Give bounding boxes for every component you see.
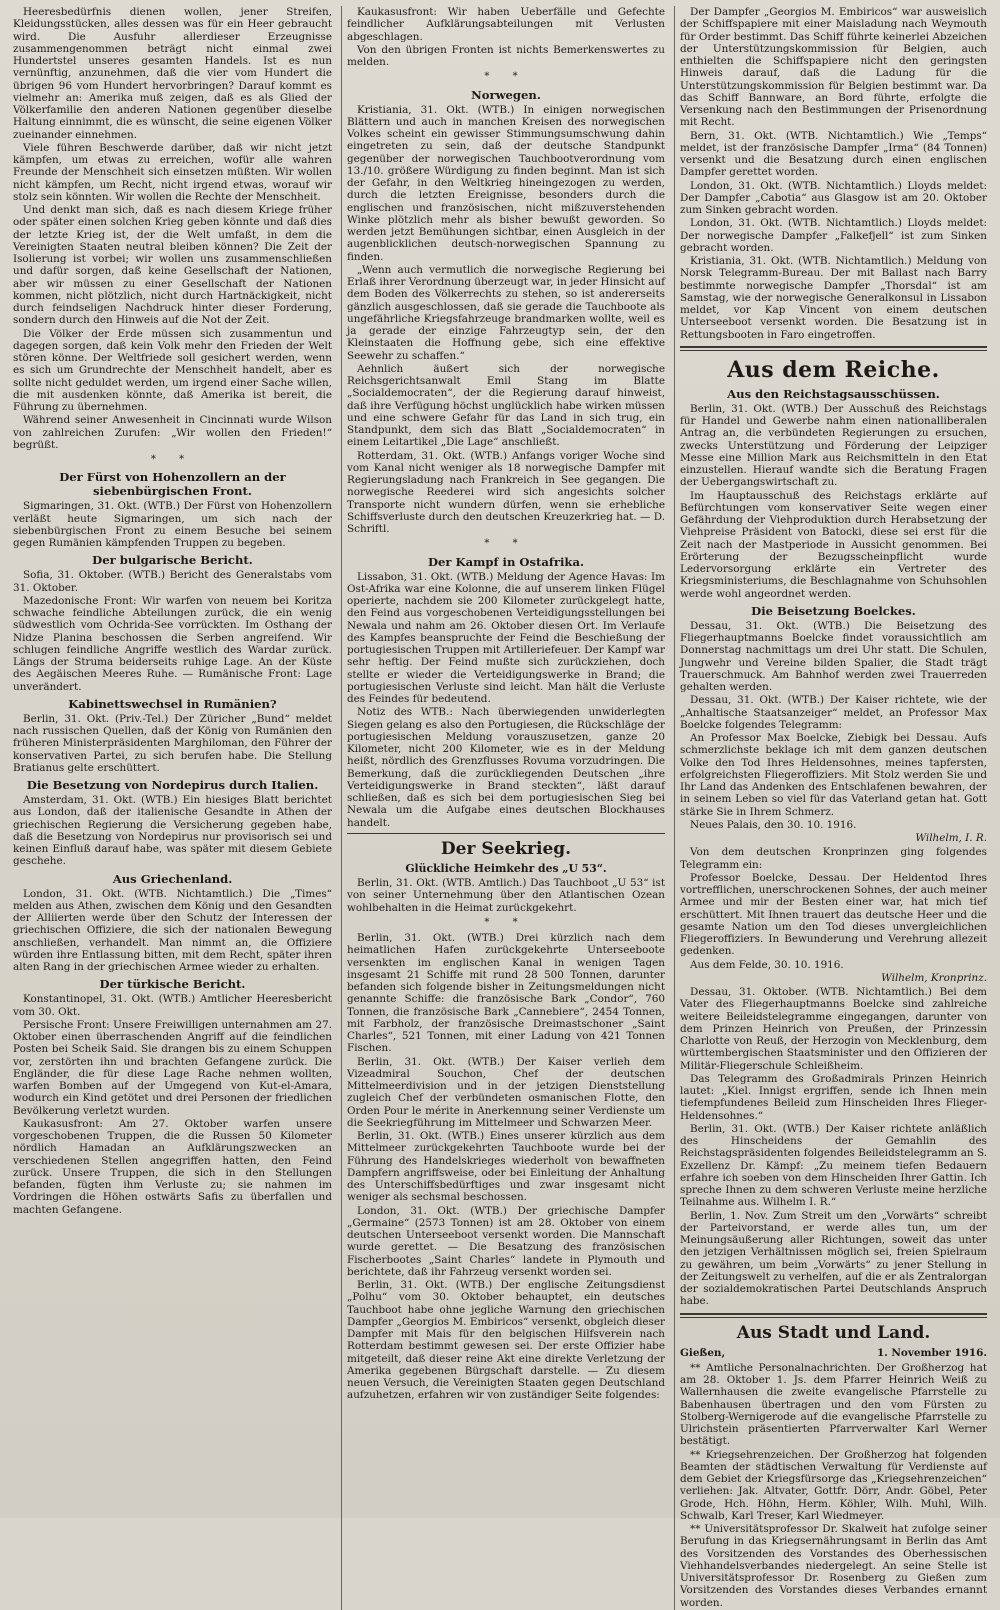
article-paragraph: Aehnlich äußert sich der norwegische Reichsgerichtsanwalt Emil Stang im Blatte „Socialdemocraten“, der die Regierung darauf hinweist, daß ihre Verfügung höchst unglücklich habe wirken müssen und eine schwere Gefahr für das Land in sich trug, ein Standpunkt, dem sich das Blatt „Socialdemocraten“ in einem Leitartikel „Die Lage“ anschließt. — [347, 362, 665, 449]
article-paragraph: Sofia, 31. Oktober. (WTB.) Bericht des Generalstabs vom 31. Oktober. — [13, 569, 332, 594]
headline-city-and-country: Aus Stadt und Land. — [736, 1322, 931, 1343]
telegram-place-date: Aus dem Felde, 30. 10. 1916. — [690, 958, 844, 971]
telegram-text: An Professor Max Boelcke, Ziebigk bei Dessau. Aufs schmerzlichste beklage ich mit dem ganzen deutschen Volke den Tod Ihres Heldensohnes, meines tapfersten, erfolgreichsten Fliegeroffiziers. Mit Stolz werden Sie und Ihr Land das Andenken des Entschlafenen bewahren, der in seinem Leben so viel für das Vaterland getan hat. Gott stärke Sie in Ihrem Schmerz. — [680, 732, 987, 818]
article-paragraph: Rotterdam, 31. Okt. (WTB.) Anfangs voriger Woche sind vom Kanal nicht weniger als 18 norwegische Dampfer mit Regierungsladung nach Frankreich in See gegangen. Die norwegische Reederei wird sich angesichts solcher Transporte nicht wundern dürfen, wenn sie erhebliche Schiffsverluste durch den deutschen Kreuzerkrieg hat. — D. Schriftl. — [347, 449, 665, 535]
section-rule — [347, 833, 665, 834]
headline-boelcke-funeral: Die Beisetzung Boelckes. — [751, 603, 916, 618]
article-paragraph: Berlin, 31. Okt. (WTB.) Eines unserer kürzlich aus dem Mittelmeer zurückgekehrten Tauchboote wurde bei der Führung des Handelskrieges wiederholt von bewaffneten Dampfern angriffsweise, oder bei Einleitung der Anhaltung des Unterschiffsbedürftiges und zwar insgesamt nicht weniger als sechsmal beschossen. — [347, 1130, 665, 1204]
headline-east-africa: Der Kampf in Ostafrika. — [427, 554, 584, 569]
article-paragraph: Berlin, 31. Okt. (WTB.) Der Kaiser richtete anläßlich des Hinscheidens der Gemahlin des Reichstagspräsidenten folgendes Beileidstelegramm an S. Exzellenz Dr. Kämpf: „Zu meinem tiefen Bedauern erfahre ich soeben von dem Hinscheiden Ihrer Gattin. Ich spreche Ihnen zu dem schweren Verluste meine herzliche Teilnahme aus. Wilhelm I. R.“ — [680, 1122, 987, 1209]
column-right — [674, 6, 992, 1610]
article-paragraph: Die Völker der Erde müssen sich zusammentun und dagegen sorgen, daß kein Volk mehr den Frieden der Welt stören könne. Der Weltfriede soll gesichert werden, wenn es sich um Grundrechte der Menschheit handelt, aber es sollte nicht geduldet werden, um irgend einer Sache willen, die mit ausdenken könnte, daß Amerika ist bereit, die Führung zu übernehmen. — [13, 327, 332, 413]
article-paragraph: Kristiania, 31. Okt. (WTB.) In einigen norwegischen Blättern und auch in manchen Kreisen des norwegischen Volkes scheint ein gewisser Stimmungsumschwung dahin eingetreten zu sein, daß der deutsche Standpunkt gegenüber der norwegischen Tauchbootverordnung vom 13./10. größere Würdigung zu finden beginnt. Man ist sich der Gefahr, in den Weltkrieg hineingezogen zu werden, durch die letzten Ereignisse, besonders durch die englischen und französischen, nicht mißzuverstehenden Winke plötzlich mehr als bisher bewußt geworden. So werden jetzt Bemühungen sichtbar, einen Ausgleich in der augenblicklichen deutsch-norwegischen Spannung zu finden. — [347, 103, 665, 263]
article-paragraph: Berlin, 31. Okt. (WTB.) Der Kaiser verlieh dem Vizeadmiral Souchon, Chef der deutschen Mittelmeerdivision und in der jetzigen Dienststellung zugleich Chef der verbündeten osmanischen Flotte, den Orden Pour le mérite in Anerkennung seiner Verdienste um die Seekriegführung im Mittelmeer und Schwarzen Meer. — [347, 1055, 665, 1129]
article-paragraph: Berlin, 31. Okt. (WTB.) Drei kürzlich nach dem heimatlichen Hafen zurückgekehrte Unterseeboote versenkten im englischen Kanal in wenigen Tagen insgesamt 21 Schiffe mit rund 28 500 Tonnen, darunter befanden sich folgende bisher in Zeitungsmeldungen nicht genannte Schiffe: die französische Bark „Condor“, 760 Tonnen, die französische Bark „Cannebiere“, 2454 Tonnen, mit Farbholz, der französische Dreimastschoner „Saint Charles“, 521 Tonnen, mit einer Ladung von 421 Tonnen Fischen. — [347, 932, 665, 1055]
dateline-city: Gießen, — [680, 1346, 726, 1359]
telegram-signature: Wilhelm, I. R. — [915, 832, 987, 844]
headline-hohenzollern: Der Fürst von Hohenzollern an der siebenbürgischen Front. — [59, 470, 286, 499]
dateline-date: 1. November 1916. — [876, 1346, 987, 1359]
article-paragraph: Das Telegramm des Großadmirals Prinzen Heinrich lautet: „Kiel. Innigst ergriffen, sende ich Ihnen mein tiefempfundenes Beileid zum Hinscheiden Ihres Flieger-Heldensohnes.“ — [680, 1072, 987, 1122]
section-separator: * * — [484, 916, 528, 928]
headline-turkish-report: Der türkische Bericht. — [99, 977, 246, 992]
headline-bulgarian-report: Der bulgarische Bericht. — [92, 553, 253, 568]
article-paragraph: Kaukasusfront: Am 27. Oktober warfen unsere vorgeschobenen Truppen, die die Russen 50 Kilometer nördlich Hamadan an Aufklärungszwecken an verschiedenen Stellen angegriffen hatten, den Feind zurück. Unsere Truppen, die sich in den Stellungen befanden, fügten ihm Verluste zu; sie nahmen im Vordringen die Höhen ostwärts Safis zu überfallen und machten Gefangene. — [13, 1117, 332, 1216]
article-paragraph: Notiz des WTB.: Nach überwiegenden unwiderlegten Siegen gelang es also den Portugiesen, die Rückschläge der portugiesischen Meldung vorauszusetzen, ganze 20 Kilometer, nicht 200 Kilometer, wie es in der Meldung heißt, nördlich des Grenzflusses Rovuma vorzudringen. Die Bemerkung, daß die zurückliegenden Deutschen „ihre Verteidigungswerke in Brand steckten“, läßt darauf schließen, daß es sich bei dem portugiesischen Sieg bei Newala um die Aufgabe eines deutschen Blockhauses handelt. — [347, 706, 665, 829]
article-paragraph: Bern, 31. Okt. (WTB. Nichtamtlich.) Wie „Temps“ meldet, ist der französische Dampfer „Irma“ (84 Tonnen) versenkt und die Besatzung durch einen englischen Dampfer gerettet worden. — [680, 129, 987, 179]
column-middle — [341, 6, 670, 1610]
article-paragraph: Dessau, 31. Okt. (WTB.) Der Kaiser richtete, wie der „Anhaltische Staatsanzeiger“ meldet, an Professor Max Boelcke folgendes Telegramm: — [680, 694, 987, 731]
article-paragraph: Kristiania, 31. Okt. (WTB. Nichtamtlich.) Meldung von Norsk Telegramm-Bureau. Der mit Ballast nach Barry bestimmte norwegische Dampfer „Thorsdal“ ist am Samstag, wie der norwegische Generalkonsul in Lissabon meldet, vor Kap Vincent von einem deutschen Unterseeboot versenkt worden. Die Besatzung ist in Rettungsbooten in Faro eingetroffen. — [680, 255, 987, 341]
article-paragraph: Von den übrigen Fronten ist nichts Bemerkenswertes zu melden. — [347, 43, 665, 68]
headline-greece: Aus Griechenland. — [112, 871, 233, 886]
article-paragraph: Persische Front: Unsere Freiwilligen unternahmen am 27. Oktober einen überraschenden Angriff auf die feindlichen Posten bei Scheik Said. Sie drangen bis zu einem Schuppen vor, zerstörten ihn und brachten Gefangene zurück. Die Engländer, die für diese Lage Rache nehmen wollten, warfen Bomben auf der Umgegend von Kut-el-Amara, wodurch ein Kind getötet und drei Personen der friedlichen Bevölkerung verletzt wurden. — [13, 1018, 332, 1117]
article-paragraph: London, 31. Okt. (WTB. Nichtamtlich.) Lloyds meldet: Der Dampfer „Cabotia“ aus Glasgow ist am 20. Oktober zum Sinken gebracht worden. — [680, 179, 987, 216]
article-paragraph: Berlin, 31. Okt. (WTB. Amtlich.) Das Tauchboot „U 53“ ist von seiner Unternehmung über den Atlantischen Ozean wohlbehalten in die Heimat zurückgekehrt. — [347, 877, 665, 914]
article-paragraph: ** Universitätsprofessor Dr. Skalweit hat zufolge seiner Berufung in das Kriegsernährungsamt in Berlin das Amt des Vorsitzenden des Vorstandes des Oberhessischen Viehhandelsverbandes niedergelegt. An seine Stelle ist Universitätsprofessor Dr. Rosenberg zu Gießen zum Vorsitzenden des Vorstandes dieses Verbandes ernannt worden. — [680, 1523, 987, 1609]
section-rule — [680, 346, 987, 351]
article-paragraph: Dessau, 31. Oktober. (WTB. Nichtamtlich.) Bei dem Vater des Fliegerhauptmanns Boelcke sind zahlreiche weitere Beileidstelegramme eingegangen, darunter von dem Prinzen Heinrich von Preußen, der Prinzessin Charlotte von Reuß, der Herzogin von Mecklenburg, dem württembergischen Staatsminister und den Offizieren der Militär-Fliegerschule Schleißheim. — [680, 986, 987, 1072]
article-paragraph: ** Kriegsehrenzeichen. Der Großherzog hat folgenden Beamten der städtischen Verwaltung für Verdienste auf dem Gebiet der Kriegsfürsorge das „Kriegsehrenzeichen“ verliehen: Jak. Altvater, Gottfr. Dörr, Andr. Göbel, Peter Grode, Hch. Höhn, Herm. Köhler, Wilh. Muhl, Wilh. Schwalb, Karl Treser, Karl Wiedmeyer. — [680, 1448, 987, 1522]
article-paragraph: Berlin, 31. Okt. (WTB.) Der englische Zeitungsdienst „Polhu“ vom 30. Oktober behauptet, ein deutsches Tauchboot habe ohne jegliche Warnung den griechischen Dampfer „Georgios M. Embiricos“ versenkt, obgleich dieser Dampfer mit Mais für den belgischen Hilfsverein nach Rotterdam bestimmt gewesen sei. Der erste Offizier habe mitgeteilt, daß dieser reine Akt eine direkte Verletzung der Amerika gegebenen Bürgschaft darstelle. — Zu diesem neuen Versuch, die Vereinigten Staaten gegen Deutschland aufzuhetzen, erfahren wir von zuständiger Seite folgendes: — [347, 1279, 665, 1402]
section-rule — [680, 1313, 987, 1318]
column-left — [8, 6, 337, 1610]
dateline — [680, 1347, 987, 1359]
headline-norway: Norwegen. — [471, 87, 541, 102]
article-paragraph: Kaukasusfront: Wir haben Ueberfälle und Gefechte feindlicher Aufklärungsabteilungen mit Verlusten abgeschlagen. — [347, 6, 665, 43]
article-paragraph: London, 31. Okt. (WTB.) Der griechische Dampfer „Germaine“ (2573 Tonnen) ist am 28. Oktober von einem deutschen Unterseeboot versenkt worden. Die Mannschaft wurde gerettet. — Die Besatzung des französischen Fischerbootes „Saint Charles“ landete in Plymouth und berichtete, daß ihr Fahrzeug versenkt worden sei. — [347, 1204, 665, 1278]
article-paragraph: ** Amtliche Personalnachrichten. Der Großherzog hat am 28. Oktober 1. Js. dem Pfarrer Heinrich Weiß zu Wallernhausen die zweite evangelische Pfarrstelle zu Babenhausen übertragen und den vom Fürsten zu Stolberg-Wernigerode auf die evangelische Pfarrstelle zu Ulrichstein präsentierten Pfarrverwalter Karl Werner bestätigt. — [680, 1361, 987, 1448]
section-separator: * * — [484, 71, 528, 83]
headline-reichstag-committees: Aus den Reichstagsausschüssen. — [727, 386, 940, 401]
article-paragraph: Von dem deutschen Kronprinzen ging folgendes Telegramm ein: — [680, 846, 987, 871]
telegram-signature: Wilhelm, Kronprinz. — [881, 971, 987, 984]
headline-nordepirus: Die Besetzung von Nordepirus durch Italien. — [26, 778, 319, 792]
telegram-place-date: Neues Palais, den 30. 10. 1916. — [690, 818, 857, 831]
section-separator: * * — [484, 538, 528, 550]
article-paragraph: Konstantinopel, 31. Okt. (WTB.) Amtlicher Heeresbericht vom 30. Okt. — [13, 993, 332, 1018]
article-paragraph: Dessau, 31. Okt. (WTB.) Die Beisetzung des Fliegerhauptmanns Boelcke findet voraussichtlich am Donnerstag nachmittags um drei Uhr statt. Die Schulen, Jungwehr und Vereine bilden Spalier, die Stadt trägt Trauerschmuck. Am Bahnhof werden zwei Trauerreden gehalten werden. — [680, 619, 987, 693]
article-paragraph: Berlin, 1. Nov. Zum Streit um den „Vorwärts“ schreibt der Parteivorstand, er werde alles tun, um der Meinungsäußerung aller Richtungen, soweit das unter den jetzigen Verhältnissen möglich sei, freien Spielraum zu gewähren, um beim „Vorwärts“ zu jener Stellung in der Zeitungswelt zu verhelfen, auf die er als Zentralorgan der sozialdemokratischen Partei Deutschlands Anspruch habe. — [680, 1209, 987, 1308]
article-paragraph: Sigmaringen, 31. Okt. (WTB.) Der Fürst von Hohenzollern verläßt heute Sigmaringen, um sich nach der siebenbürgischen Front zu einem Besuche bei seinem gegen Rumänien kämpfenden Truppen zu begeben. — [13, 500, 332, 549]
headline-cabinet-change: Kabinettswechsel in Rumänien? — [68, 696, 277, 711]
headline-from-the-reich: Aus dem Reiche. — [727, 356, 940, 383]
article-paragraph: Der Dampfer „Georgios M. Embiricos“ war ausweislich der Schiffspapiere mit einer Maisladung nach Weymouth für Order bestimmt. Das Schiff führte keinerlei Abzeichen der Unterstützungskommission für Belgien, auch enthielten die Schiffspapiere nicht den geringsten Hinweis darauf, daß die Ladung für die Unterstützungskommission für Belgien bestimmt war. Da das Schiff Bannware, an Bord führte, erfolgte die Versenkung nach den Bestimmungen der Prisenordnung mit Recht. — [680, 6, 987, 129]
article-paragraph: Mazedonische Front: Wir warfen von neuem bei Koritza schwache feindliche Abteilungen zurück, die ein wenig südwestlich vom Ochrida-See vorrückten. Im Osthang der Nidze Planina beschossen die Serben angreifend. Wir schlugen feindliche Angriffe westlich des Wardar zurück. Längs der Struma beiderseits ruhige Lage. An der Küste des Aegäischen Meeres Ruhe. — Rumänische Front: Lage unverändert. — [13, 594, 332, 693]
headline-naval-war: Der Seekrieg. — [440, 838, 572, 859]
article-paragraph: Berlin, 31. Okt. (WTB.) Der Ausschuß des Reichstags für Handel und Gewerbe nahm einen nationalliberalen Antrag an, die verbündeten Regierungen zu ersuchen, zwecks Unterstützung und Förderung der Leipziger Messe eine Million Mark aus Reichsmitteln in den Etat einzustellen. Hierauf wandte sich die Beratung Fragen der Uebergangswirtschaft zu. — [680, 402, 987, 489]
article-paragraph: London, 31. Okt. (WTB. Nichtamtlich.) Lloyds meldet: Der norwegische Dampfer „Falkefjell“ ist zum Sinken gebracht worden. — [680, 217, 987, 254]
article-paragraph: Im Hauptausschuß des Reichstags erklärte auf Befürchtungen vom konservativer Seite wegen einer Gefährdung der Viehproduktion durch Herabsetzung der Viehpreise Präsident von Batocki, diese sei erst für die Zeit nach der Mastperiode in Aussicht genommen. Bei Erörterung der Bezugsscheinpflicht wurde Ledervorsorgung erklärte ein Vertreter des Kriegsministeriums, die Beschlagnahme von Schuhsohlen werde wohl angeordnet werden. — [680, 489, 987, 600]
article-paragraph: Heeresbedürfnis dienen wollen, jener Streifen, Kleidungsstücken, alles dessen was für ein Heer gebraucht wird. Die Ausfuhr allerdieser Erzeugnisse zusammengenommen beträgt nicht einmal zwei Hundertstel unseres gesamten Handels. Ist es nun vernünftig, anzunehmen, daß die vier vom Hundert die übrigen 96 vom Hundert hervorbringen? Darauf kommt es vielmehr an: Amerika muß zeigen, daß es als Glied der Völkerfamilie den anderen Nationen gegenüber dieselbe Haltung einnimmt, die es wünscht, die seine eigenen Völker zueinander einnehmen. — [13, 6, 332, 141]
article-paragraph: Berlin, 31. Okt. (Priv.-Tel.) Der Züricher „Bund“ meldet nach russischen Quellen, daß der König von Rumänien den früheren Ministerpräsidenten Marghiloman, den Führer der konservativen Partei, zu sich berufen habe. Die Stellung Bratianus gelte erschüttert. — [13, 712, 332, 774]
telegram-text: Professor Boelcke, Dessau. Der Heldentod Ihres vortrefflichen, unerschrockenen Sohnes, der auch meiner Armee und mir der Besten einer war, hat mich tief erschüttert. Mit Ihnen trauert das deutsche Heer und die gesamte Nation um den Tod dieses unvergleichlichen Fliegeroffiziers. In Bewunderung und Verehrung allezeit gedenken. — [680, 871, 987, 958]
subheadline-u53: Glückliche Heimkehr des „U 53“. — [405, 861, 607, 875]
article-paragraph: Während seiner Anwesenheit in Cincinnati wurde Wilson von zahlreichen Zurufen: „Wir wollen den Frieden!“ begrüßt. — [13, 414, 332, 451]
section-separator: * * — [150, 454, 195, 465]
article-paragraph: Lissabon, 31. Okt. (WTB.) Meldung der Agence Havas: Im Ost-Afrika war eine Kolonne, die auf unserem linken Flügel operierte, nachdem sie 200 Kilometer zurückgelegt hatte, den Feind aus vorgeschobenen Verteidigungsstellungen bei Newala und nahm am 26. Oktober diesen Ort. Im Verlaufe des Kampfes beanspruchte der Feind die Beschießung der portugiesischen Truppen mit Artilleriefeuer. Der Kampf war sehr heftig. Der Feind mußte sich zurückziehen, doch stellte er wieder die Verteidigungswerke in Brand; die portugiesischen Verluste sind leicht. Man hält die Verluste des Feindes für bedeutend. — [347, 570, 665, 705]
article-paragraph: „Wenn auch vermutlich die norwegische Regierung bei Erlaß ihrer Verordnung überzeugt war, in jeder Hinsicht auf dem Boden des Völkerrechts zu stehen, so ist andererseits gänzlich ausgeschlossen, daß sie gerade die Tauchboote als ungefährliche Kriegsfahrzeuge brandmarken wollte, weil es ja gerade der einzige Fahrzeugtyp sein, der den Kleinstaaten die Hoffnung gebe, sich eine effektive Seewehr zu schaffen.“ — [347, 263, 665, 362]
article-paragraph: Amsterdam, 31. Okt. (WTB.) Ein hiesiges Blatt berichtet aus London, daß der italienische Gesandte in Athen der griechischen Regierung die Versicherung gegeben habe, daß die Besetzung von Nordepirus nur provisorisch sei und keinen Einfluß darauf habe, was später mit diesem Gebiete geschehe. — [13, 794, 332, 868]
article-paragraph: London, 31. Okt. (WTB. Nichtamtlich.) Die „Times“ melden aus Athen, zwischen dem König und den Gesandten der Alliierten werde über den Schutz der Interessen der griechischen Offiziere, die sich der nationalen Bewegung anschließen, verhandelt. Man nimmt an, die Offiziere würden ihre Entlassung bitten, mit dem Recht, später ihren alten Rang in der griechischen Armee wieder zu erhalten. — [13, 887, 332, 973]
article-paragraph: Und denkt man sich, daß es nach diesem Kriege früher oder später einen solchen Krieg geben könnte und daß dies der letzte Krieg ist, der die Welt umfaßt, in dem die Vereinigten Staaten neutral bleiben können? Die Zeit der Isolierung ist vorbei; wir wollen uns zusammenschließen und dafür sorgen, daß keine Gesellschaft der Nationen, aber wir müssen zu einer Gesellschaft der Nationen kommen, nicht plötzlich, nicht durch Hartnäckigkeit, nicht durch feindseligen Nachdruck hinter dieser Forderung, sondern durch den Hinweis auf die Not der Zeit. — [13, 204, 332, 327]
article-paragraph: Viele führen Beschwerde darüber, daß wir nicht jetzt kämpfen, um etwas zu erreichen, wofür alle wahren Freunde der Menschheit sich einsetzen müßten. Wir wollen nicht kämpfen, um Recht, nicht irgend etwas, worauf wir stolz sein könnten. Wir wollen die Rechte der Menschheit. — [13, 141, 332, 203]
